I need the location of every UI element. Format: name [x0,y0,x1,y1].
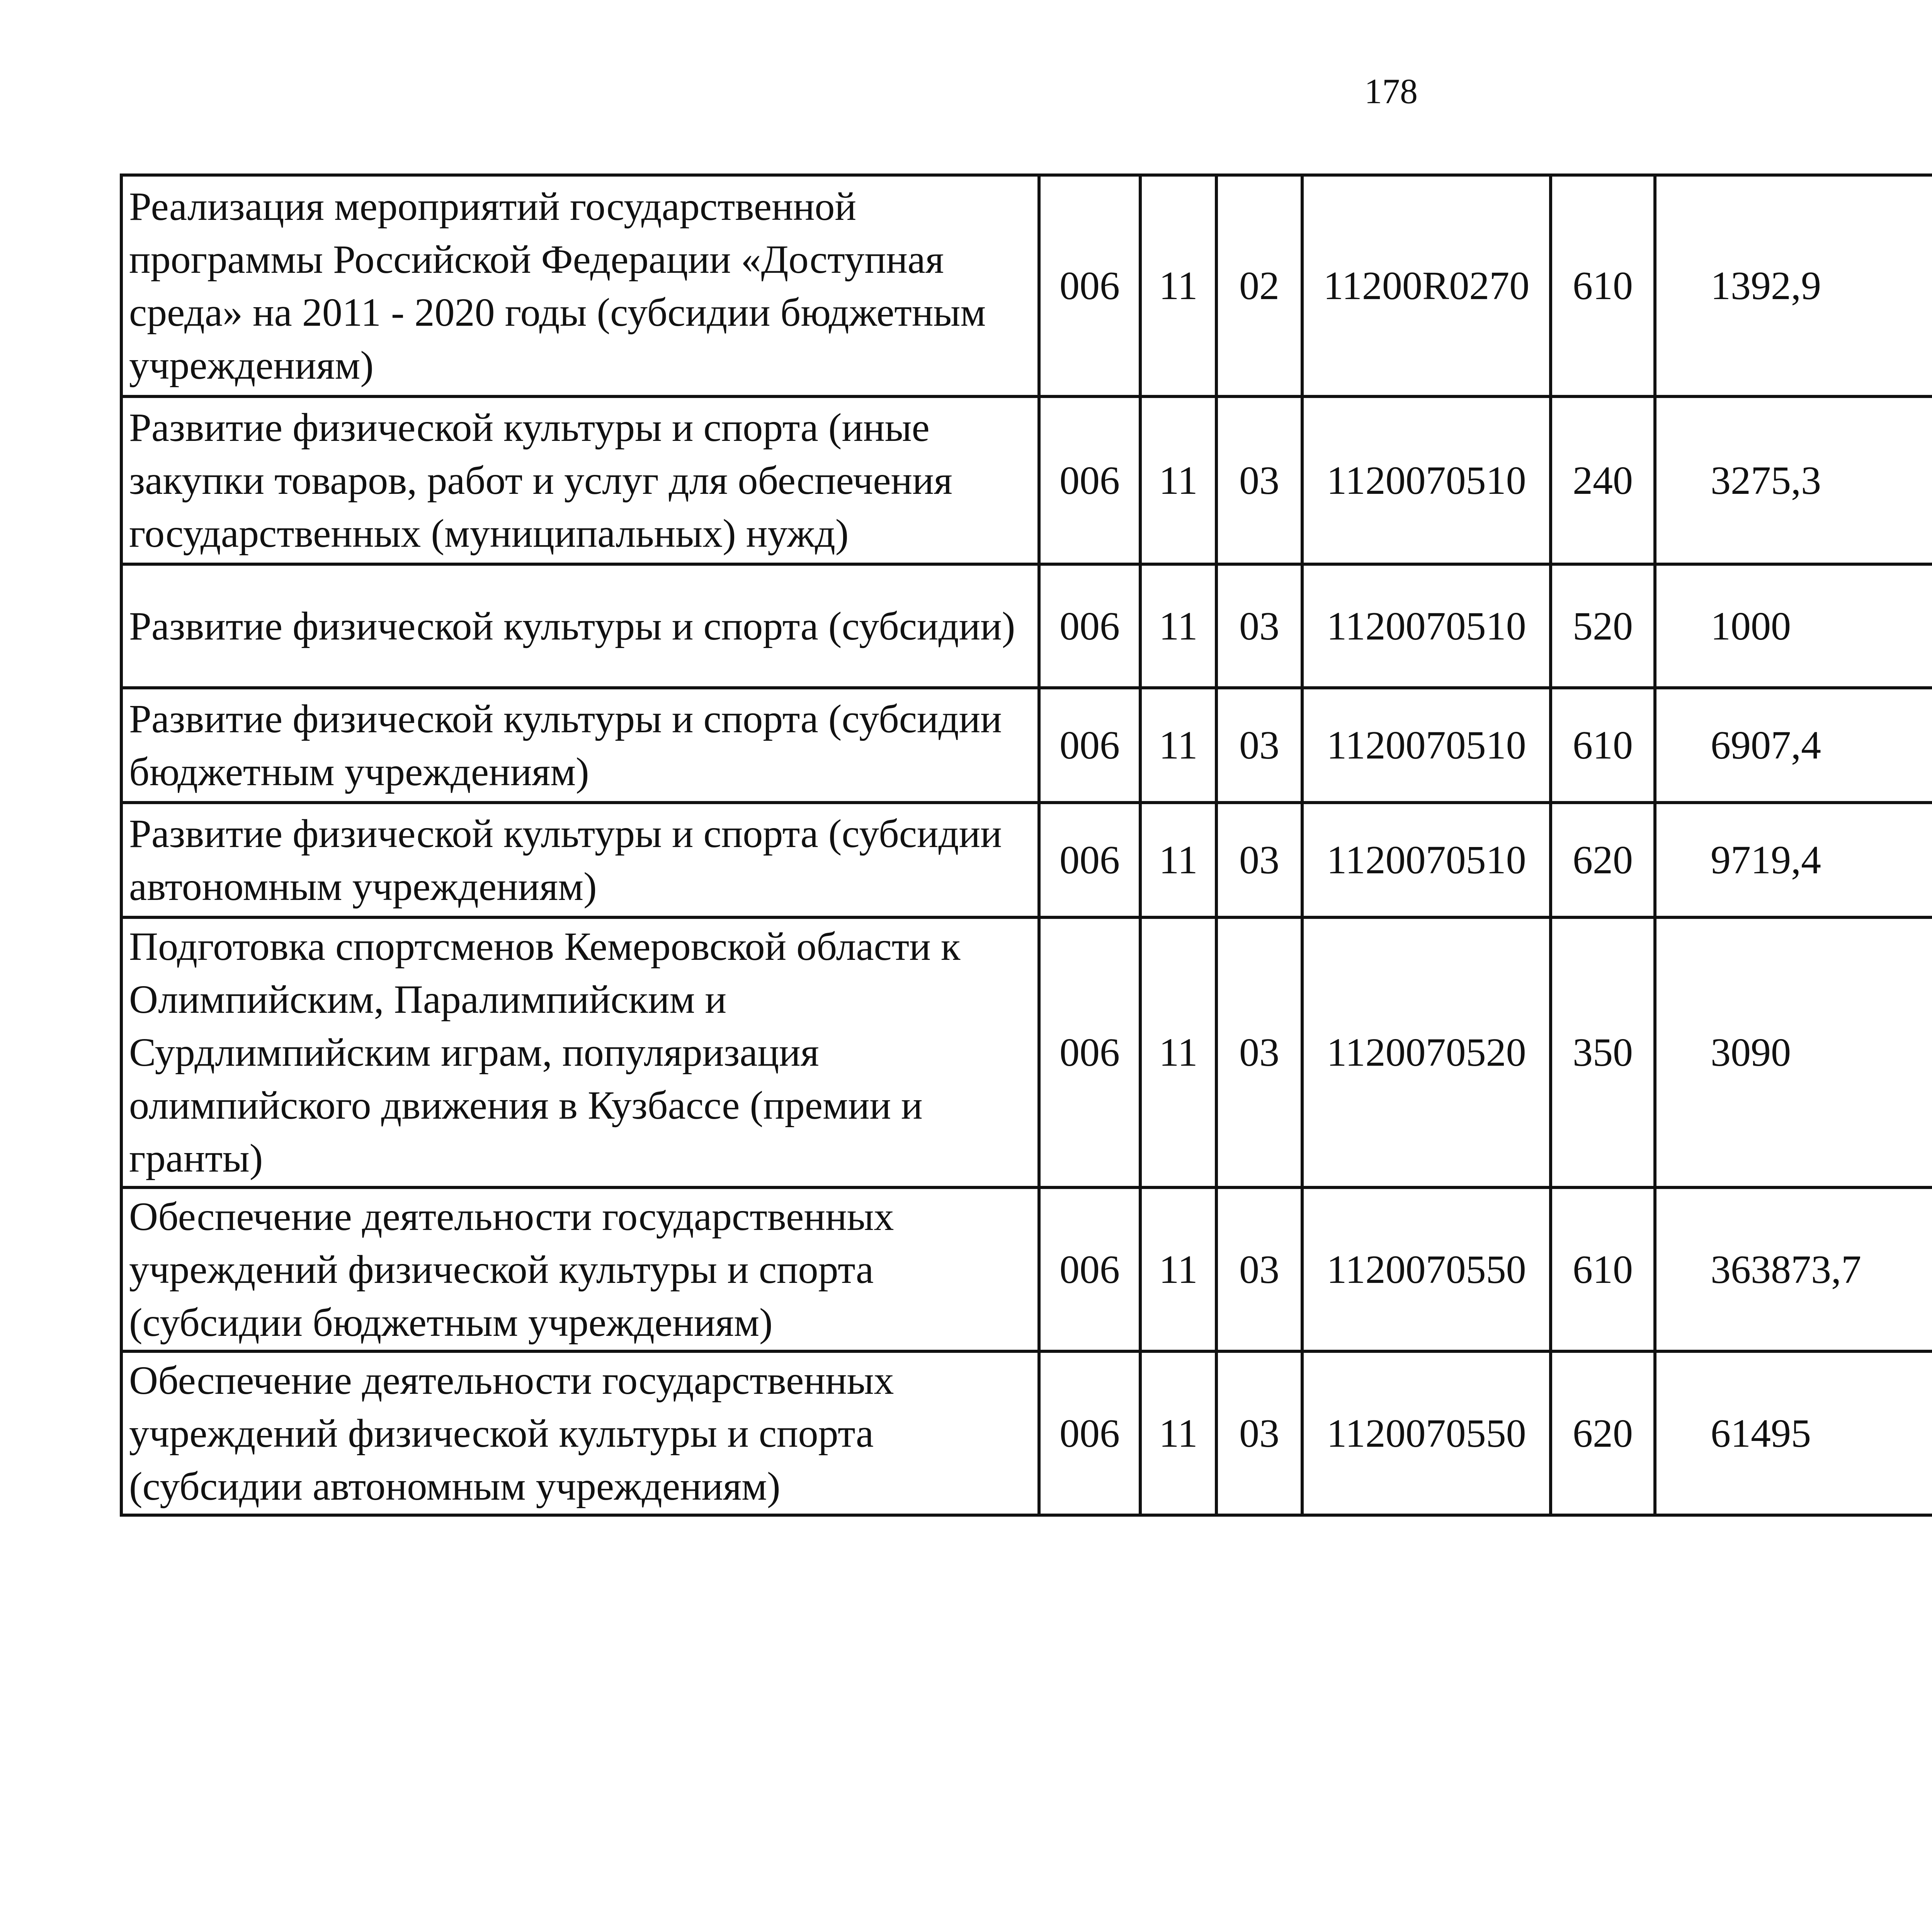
section-code: 11 [1140,564,1216,688]
ministry-code: 006 [1039,1187,1140,1351]
ministry-code: 006 [1039,175,1140,396]
row-description: Развитие физической культуры и спорта (иные закупки товаров, работ и услуг для обеспечения государственных (муниципальных) нужд) [121,396,1039,564]
row-description: Развитие физической культуры и спорта (субсидии автономным учреждениям) [121,803,1039,917]
expense-type-code: 620 [1551,1351,1655,1515]
amount-year-1: 3090 [1655,917,1932,1187]
section-code: 11 [1140,1187,1216,1351]
row-description: Развитие физической культуры и спорта (субсидии бюджетным учреждениям) [121,688,1039,803]
expense-type-code: 350 [1551,917,1655,1187]
table-row [121,1351,1932,1515]
ministry-code: 006 [1039,803,1140,917]
section-code: 11 [1140,917,1216,1187]
subsection-code: 03 [1216,1187,1302,1351]
target-article-code: 1120070510 [1302,803,1551,917]
expense-type-code: 610 [1551,175,1655,396]
ministry-code: 006 [1039,396,1140,564]
subsection-code: 03 [1216,564,1302,688]
target-article-code: 11200R0270 [1302,175,1551,396]
ministry-code: 006 [1039,917,1140,1187]
target-article-code: 1120070510 [1302,688,1551,803]
row-description: Реализация мероприятий государственной программы Российской Федерации «Доступная среда» на 2011 - 2020 годы (субсидии бюджетным учреждениям) [121,175,1039,396]
amount-year-1: 61495 [1655,1351,1932,1515]
page-number: 178 [1364,71,1418,111]
ministry-code: 006 [1039,688,1140,803]
section-code: 11 [1140,803,1216,917]
budget-table [120,173,1932,1517]
ministry-code: 006 [1039,564,1140,688]
subsection-code: 03 [1216,1351,1302,1515]
target-article-code: 1120070550 [1302,1351,1551,1515]
row-description: Обеспечение деятельности государственных учреждений физической культуры и спорта (субсидии бюджетным учреждениям) [121,1187,1039,1351]
amount-year-1: 1392,9 [1655,175,1932,396]
expense-type-code: 240 [1551,396,1655,564]
amount-year-1: 3275,3 [1655,396,1932,564]
target-article-code: 1120070510 [1302,396,1551,564]
amount-year-1: 6907,4 [1655,688,1932,803]
section-code: 11 [1140,396,1216,564]
expense-type-code: 610 [1551,1187,1655,1351]
row-description: Подготовка спортсменов Кемеровской области к Олимпийским, Паралимпийским и Сурдлимпийским играм, популяризация олимпийского движения в Кузбассе (премии и гранты) [121,917,1039,1187]
expense-type-code: 610 [1551,688,1655,803]
row-description: Развитие физической культуры и спорта (субсидии) [121,564,1039,688]
section-code: 11 [1140,688,1216,803]
table-row [121,917,1932,1187]
subsection-code: 03 [1216,396,1302,564]
target-article-code: 1120070550 [1302,1187,1551,1351]
expense-type-code: 520 [1551,564,1655,688]
section-code: 11 [1140,175,1216,396]
ministry-code: 006 [1039,1351,1140,1515]
subsection-code: 02 [1216,175,1302,396]
table-row [121,396,1932,564]
table-row [121,803,1932,917]
section-code: 11 [1140,1351,1216,1515]
amount-year-1: 1000 [1655,564,1932,688]
amount-year-1: 363873,7 [1655,1187,1932,1351]
target-article-code: 1120070520 [1302,917,1551,1187]
table-row [121,564,1932,688]
subsection-code: 03 [1216,803,1302,917]
subsection-code: 03 [1216,688,1302,803]
expense-type-code: 620 [1551,803,1655,917]
row-description: Обеспечение деятельности государственных учреждений физической культуры и спорта (субсидии автономным учреждениям) [121,1351,1039,1515]
table-row [121,688,1932,803]
target-article-code: 1120070510 [1302,564,1551,688]
subsection-code: 03 [1216,917,1302,1187]
table-row [121,175,1932,396]
amount-year-1: 9719,4 [1655,803,1932,917]
table-row [121,1187,1932,1351]
